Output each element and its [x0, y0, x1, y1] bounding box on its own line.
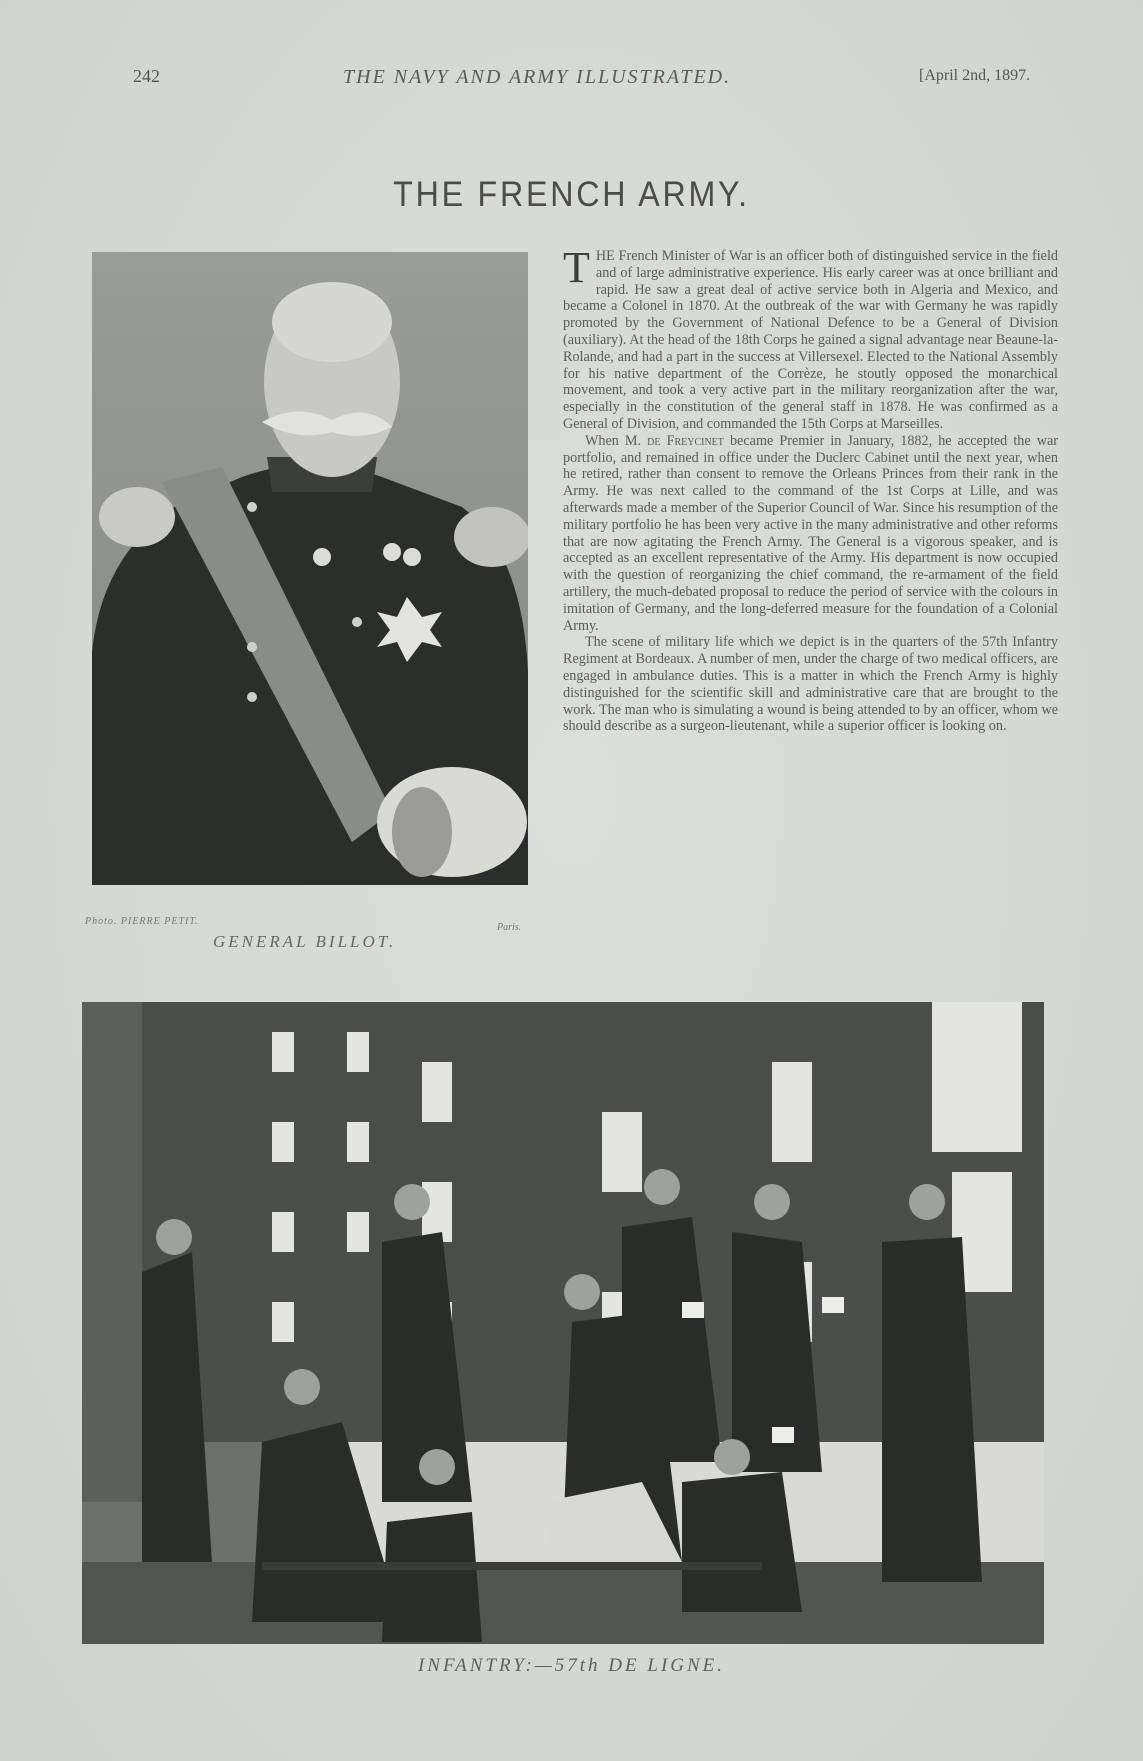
infantry-caption: INFANTRY:—57th DE LIGNE.	[417, 1655, 726, 1676]
paragraph-text: HE French Minister of War is an officer both of distinguished service in the field and of large administrative experience. His early career was at once brilliant and rapid. He saw a great deal of active service both in Algeria and Mexico, and became a Colonel in 1870. At the outbreak of the war with Germany he was rapidly promoted by the Government of National Defence to be a General of Division (auxiliary). At the head of the 18th Corps he gained a signal advantage near Beaune-la-Rolande, and had a part in the success at Villersexel. Elected to the National Assembly for his native department of the Corrèze, he stoutly opposed the monarchical movement, and took a very active part in the military reorganization after the war, especially in the constitution of the general staff in 1878. He was confirmed as a General of Division, and commanded the 15th Corps at Marseilles.	[563, 248, 1058, 432]
drop-cap: T	[563, 243, 590, 292]
paragraph-text: The scene of military life which we depict is in the quarters of the 57th Infantry Regiment at Bordeaux. A number of men, under the charge of two medical officers, are engaged in ambulance duties. This is a matter in which the French Army is highly distinguished for the scientific skill and administrative care that are brought to the work. The man who is simulating a wound is being attended to by an officer, whom we should describe as a surgeon-lieutenant, while a superior officer is looking on.	[563, 634, 1058, 735]
general-billot-portrait	[92, 252, 528, 885]
journal-title: THE NAVY AND ARMY ILLUSTRATED.	[343, 66, 732, 88]
freycinet-name: de Freycinet	[647, 432, 724, 449]
infantry-photo	[82, 1002, 1044, 1644]
photo-place: Paris.	[497, 922, 522, 933]
running-head	[0, 66, 1143, 90]
article-paragraph-1	[563, 243, 1058, 433]
article-title: THE FRENCH ARMY.	[393, 175, 750, 215]
article-paragraph-2	[563, 433, 1058, 635]
paragraph-text: became Premier in January, 1882, he accepted the war portfolio, and remained in office under the Duclerc Cabinet until the next year, when he retired, rather than consent to remove the Orleans Princes from their rank in the Army. He was next called to the command of the 1st Corps at Lille, and was afterwards made a member of the Superior Council of War. Since his resumption of the military portfolio he has been very active in the many administrative and other reforms that are now agitating the French Army. The General is a vigorous speaker, and is accepted as an excellent representative of the Army. His department is now occupied with the question of reorganizing the chief command, the re-armament of the field artillery, the much-debated proposal to reduce the period of service with the colours in imitation of Germany, and the long-deferred measure for the foundation of a Colonial Army.	[563, 432, 1058, 634]
portrait-image-icon	[92, 252, 528, 885]
article-paragraph-3	[563, 634, 1058, 735]
page-number: 242	[133, 66, 160, 86]
paragraph-lead: When M.	[585, 432, 648, 449]
photo-credit: Photo. PIERRE PETIT.	[85, 916, 199, 927]
issue-date: [April 2nd, 1897.	[919, 67, 1031, 84]
article-body	[563, 243, 1058, 735]
portrait-caption: GENERAL BILLOT.	[213, 932, 397, 951]
infantry-image-icon	[82, 1002, 1044, 1644]
